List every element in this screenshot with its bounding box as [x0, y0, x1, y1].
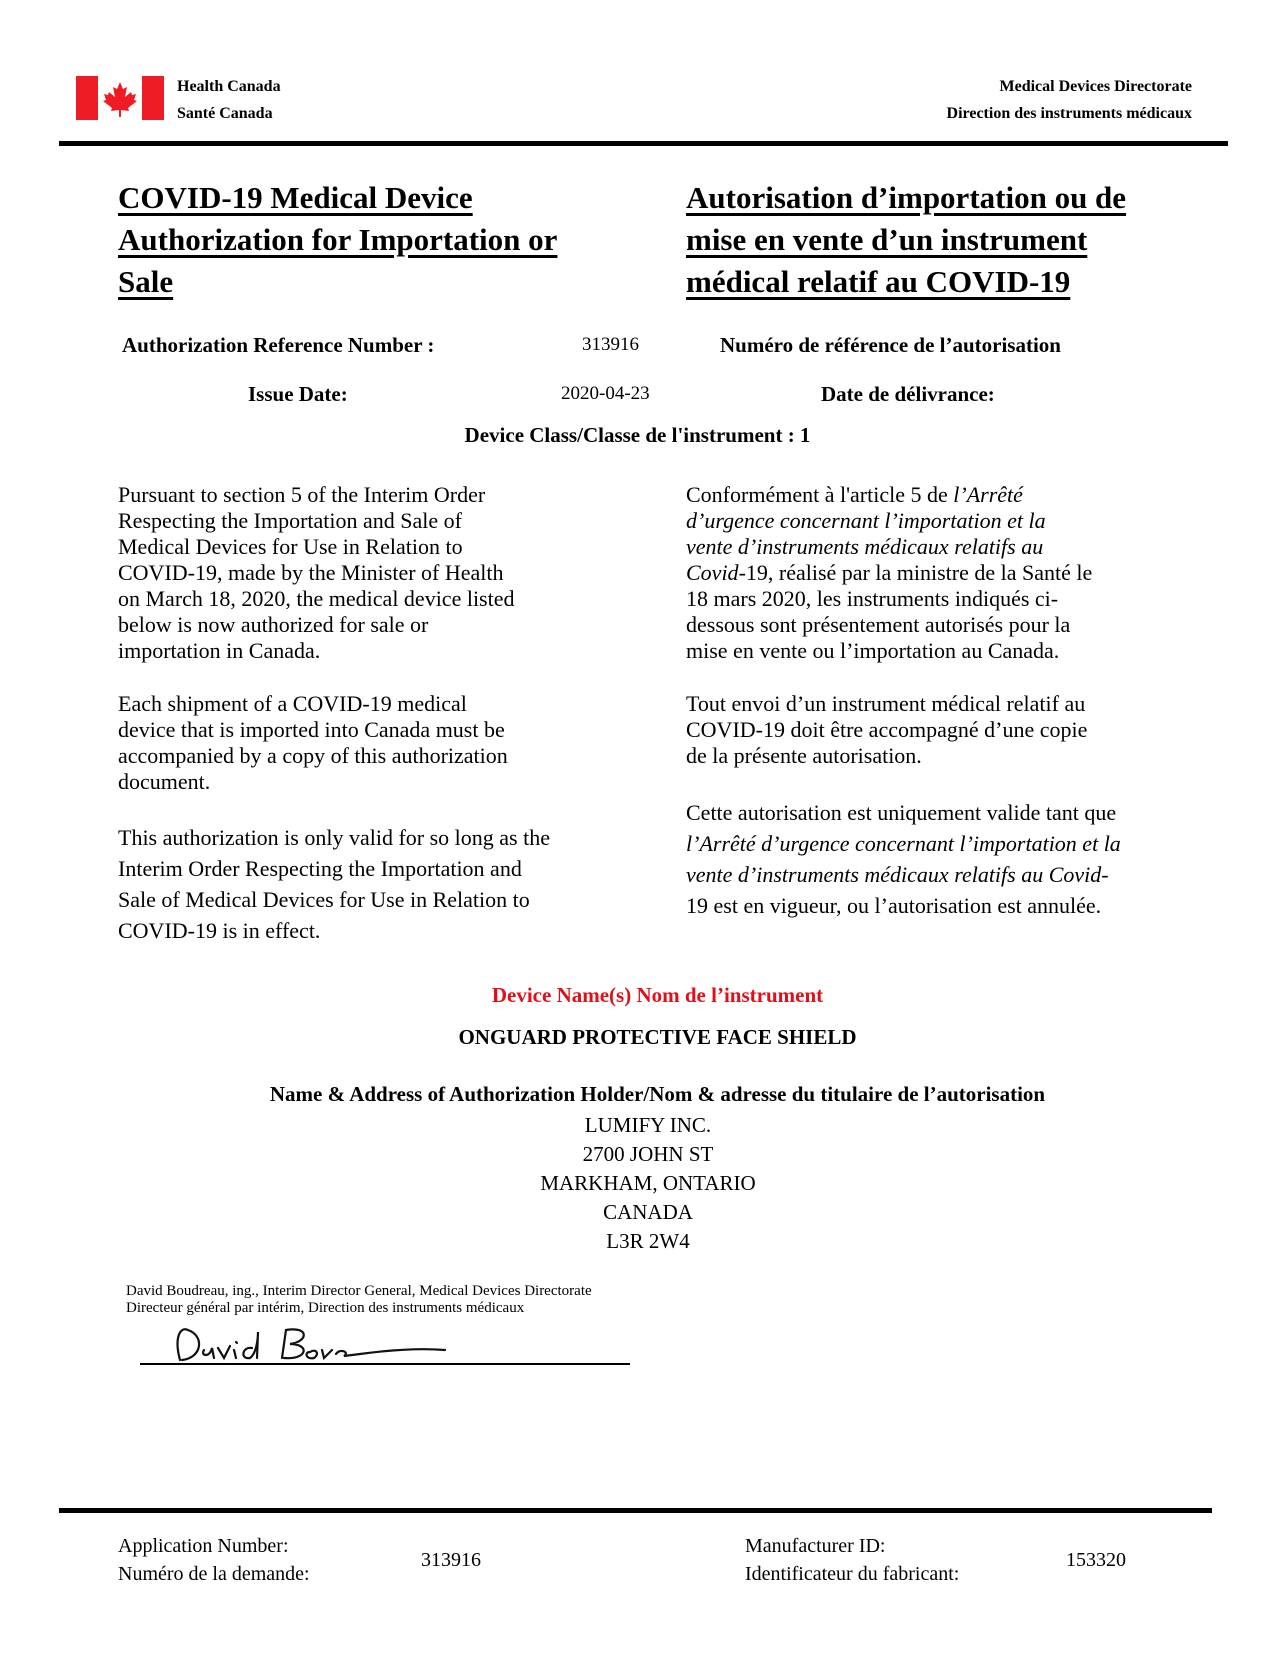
text-span: l’Arrêté	[953, 482, 1023, 507]
title-fr	[686, 177, 1126, 303]
body-en-p2	[118, 691, 638, 795]
text-span: Conformément à l'article 5 de	[686, 482, 954, 507]
text-line: Medical Devices for Use in Relation to	[118, 534, 463, 559]
text-line: below is now authorized for sale or	[118, 612, 429, 637]
text-line: Interim Order Respecting the Importation and	[118, 856, 522, 881]
text-line: Respecting the Importation and Sale of	[118, 508, 462, 533]
title-fr-line: médical relatif au COVID-19	[686, 264, 1071, 299]
directorate-en: Medical Devices Directorate	[999, 78, 1192, 95]
app-label-fr: Numéro de la demande:	[118, 1563, 310, 1585]
text-line: mise en vente ou l’importation au Canada.	[686, 638, 1060, 663]
text-line: Cette autorisation est uniquement valide tant que	[686, 800, 1117, 825]
text-line: Sale of Medical Devices for Use in Relation to	[118, 887, 530, 912]
manufacturer-id-value: 153320	[1066, 1549, 1126, 1571]
text-line: Pursuant to section 5 of the Interim Order	[118, 482, 486, 507]
title-en	[118, 177, 557, 303]
ref-label-fr: Numéro de référence de l’autorisation	[720, 333, 1061, 357]
mfr-label-fr: Identificateur du fabricant:	[745, 1563, 960, 1585]
title-en-line: COVID-19 Medical Device	[118, 180, 473, 215]
app-label-en: Application Number:	[118, 1535, 289, 1557]
body-en-p1	[118, 482, 638, 664]
text-line: device that is imported into Canada must be	[118, 717, 505, 742]
text-span: -19, réalisé par la ministre de la Santé le	[738, 560, 1093, 585]
signatory-title-fr: Directeur général par intérim, Direction des instruments médicaux	[126, 1300, 525, 1316]
signature-image	[160, 1318, 460, 1368]
body-fr-p3	[686, 797, 1226, 921]
signatory-title-en: David Boudreau, ing., Interim Director General, Medical Devices Directorate	[126, 1283, 592, 1299]
text-line: This authorization is only valid for so long as the	[118, 825, 550, 850]
holder-heading: Name & Address of Authorization Holder/Nom & adresse du titulaire de l’autorisation	[269, 1082, 1046, 1106]
text-line: Tout envoi d’un instrument médical relatif au	[686, 691, 1086, 716]
title-en-line: Authorization for Importation or	[118, 222, 558, 257]
directorate-name	[947, 73, 1192, 127]
text-line: dessous sont présentement autorisés pour la	[686, 612, 1071, 637]
body-en-p3	[118, 822, 658, 946]
application-number-value: 313916	[421, 1549, 481, 1571]
mfr-label-en: Manufacturer ID:	[745, 1535, 886, 1557]
date-label-fr: Date de délivrance:	[821, 382, 995, 406]
title-en-line: Sale	[118, 264, 174, 299]
holder-name: LUMIFY INC.	[584, 1113, 712, 1137]
device-heading: Device Name(s) Nom de l’instrument	[491, 983, 824, 1007]
text-line: document.	[118, 769, 211, 794]
org-name-en: Health Canada	[177, 78, 281, 95]
application-number-label	[118, 1532, 310, 1588]
text-span: d’urgence concernant l’importation et la	[686, 508, 1046, 533]
org-name-fr: Santé Canada	[177, 105, 273, 122]
address-line: MARKHAM, ONTARIO	[540, 1171, 756, 1195]
address-line: 2700 JOHN ST	[582, 1142, 714, 1166]
date-label-en: Issue Date:	[248, 382, 348, 406]
holder-address	[0, 1111, 1275, 1256]
manufacturer-id-label	[745, 1532, 959, 1588]
text-span: vente d’instruments médicaux relatifs au Covid-	[686, 862, 1109, 887]
text-span: Covid	[686, 560, 739, 585]
signatory	[126, 1283, 592, 1317]
directorate-fr: Direction des instruments médicaux	[946, 105, 1192, 122]
text-line: COVID-19 doit être accompagné d’une copie	[686, 717, 1088, 742]
title-fr-line: Autorisation d’importation ou de	[686, 180, 1127, 215]
text-line: COVID-19, made by the Minister of Health	[118, 560, 504, 585]
text-line: Each shipment of a COVID-19 medical	[118, 691, 467, 716]
text-line: 19 est en vigueur, ou l’autorisation est annulée.	[686, 893, 1102, 918]
ref-label-en: Authorization Reference Number :	[122, 333, 435, 357]
address-line: CANADA	[603, 1200, 693, 1224]
body-fr-p1	[686, 482, 1206, 664]
text-line	[686, 508, 1206, 534]
header-divider	[59, 141, 1228, 146]
text-span: vente d’instruments médicaux relatifs au	[686, 534, 1044, 559]
signature-line	[140, 1363, 630, 1365]
text-line	[686, 859, 1226, 890]
text-line	[686, 534, 1206, 560]
text-line: 18 mars 2020, les instruments indiqués ci-	[686, 586, 1059, 611]
ref-value: 313916	[582, 334, 639, 355]
text-span: l’Arrêté d’urgence concernant l’importation et la	[686, 831, 1121, 856]
text-line: on March 18, 2020, the medical device listed	[118, 586, 515, 611]
title-fr-line: mise en vente d’un instrument	[686, 222, 1088, 257]
text-line: accompanied by a copy of this authorization	[118, 743, 508, 768]
text-line: de la présente autorisation.	[686, 743, 922, 768]
body-fr-p2	[686, 691, 1206, 769]
text-line	[686, 482, 1206, 508]
text-line	[686, 560, 1206, 586]
canada-flag-icon	[76, 76, 164, 120]
text-line	[686, 828, 1226, 859]
postal-code: L3R 2W4	[606, 1229, 690, 1253]
device-name: ONGUARD PROTECTIVE FACE SHIELD	[458, 1025, 857, 1049]
text-line: importation in Canada.	[118, 638, 321, 663]
issue-date-value: 2020-04-23	[561, 383, 650, 404]
device-class: Device Class/Classe de l'instrument : 1	[464, 423, 811, 447]
text-line: COVID-19 is in effect.	[118, 918, 321, 943]
footer-divider	[59, 1508, 1212, 1513]
org-name	[177, 73, 281, 127]
